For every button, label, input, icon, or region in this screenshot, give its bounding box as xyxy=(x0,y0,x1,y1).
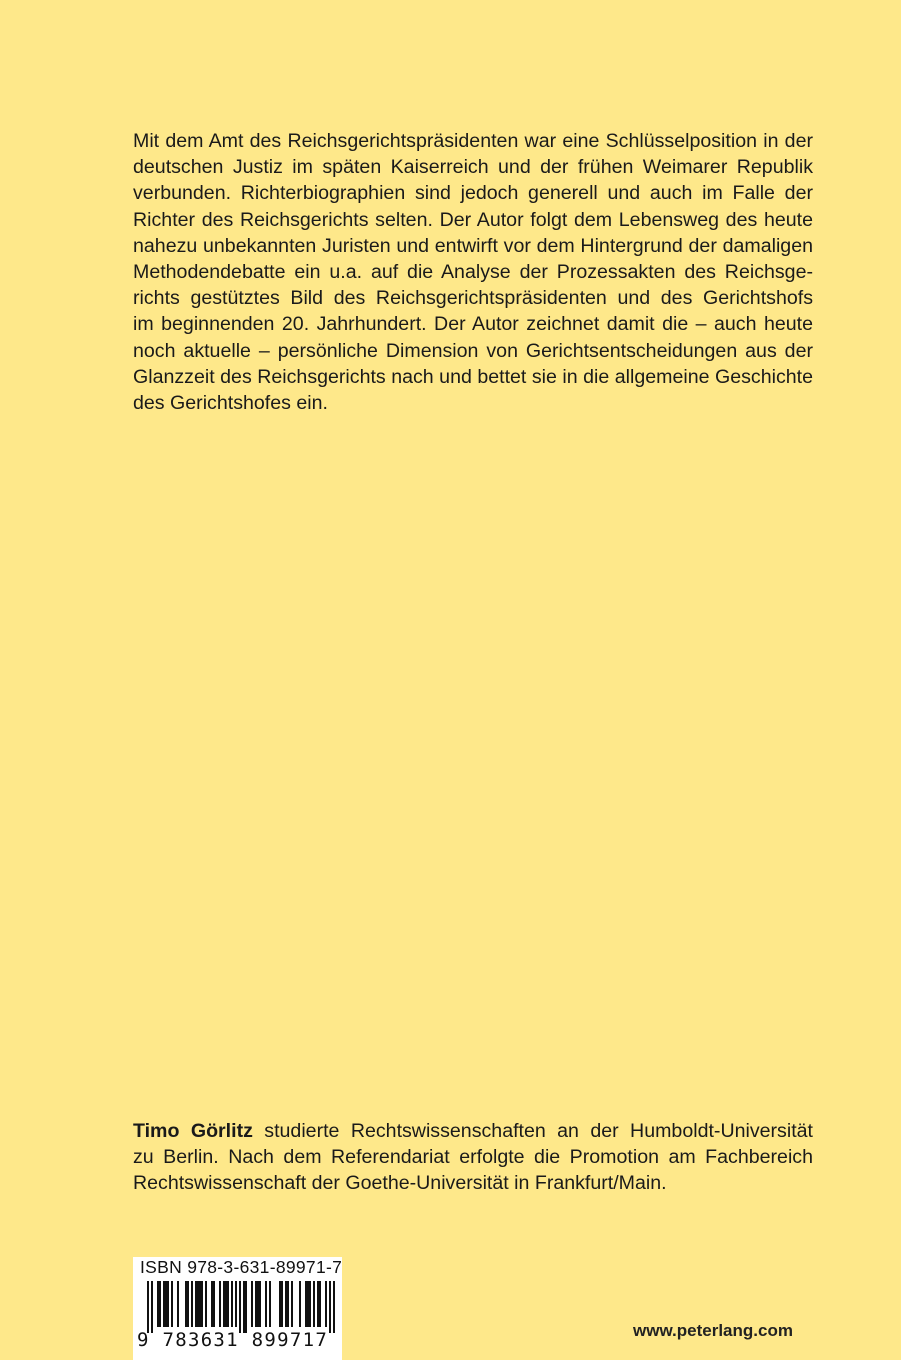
barcode-bar xyxy=(211,1281,215,1327)
author-bio-text: studierte Rechtswissenschaften an der Humboldt-Universität xyxy=(252,1120,813,1142)
barcode-bar xyxy=(251,1281,253,1327)
barcode-bar xyxy=(147,1281,149,1333)
isbn-barcode xyxy=(133,1257,342,1360)
barcode-bar xyxy=(171,1281,173,1327)
blurb-line: Richter des Reichsgerichts selten. Der Autor folgt dem Lebensweg des heute xyxy=(133,208,813,231)
barcode-bar xyxy=(239,1281,241,1333)
barcode-bar xyxy=(231,1281,233,1327)
barcode-bar xyxy=(195,1281,203,1327)
barcode-bar xyxy=(191,1281,193,1327)
barcode-bar xyxy=(333,1281,335,1333)
barcode-bars xyxy=(133,1281,342,1333)
barcode-bar xyxy=(185,1281,189,1327)
barcode-bar xyxy=(157,1281,161,1327)
barcode-bar xyxy=(313,1281,315,1327)
barcode-bar xyxy=(205,1281,207,1327)
barcode-bar xyxy=(177,1281,179,1327)
barcode-bar xyxy=(235,1281,237,1327)
blurb-line: noch aktuelle – persönliche Dimension von Gerichtsentscheidungen aus der xyxy=(133,339,813,362)
barcode-bar xyxy=(255,1281,261,1327)
barcode-bar xyxy=(285,1281,289,1327)
barcode-bar xyxy=(243,1281,247,1333)
barcode-bar xyxy=(305,1281,311,1327)
barcode-bar xyxy=(317,1281,321,1327)
author-bio-line xyxy=(133,1118,813,1144)
barcode-bar xyxy=(163,1281,169,1327)
barcode-bar xyxy=(151,1281,153,1333)
blurb-line: richts gestütztes Bild des Reichsgerichtspräsidenten und des Gerichtshofs xyxy=(133,287,813,310)
blurb-line: Glanzzeit des Reichsgerichts nach und bettet sie in die allgemeine Geschichte xyxy=(133,365,813,388)
barcode-bar xyxy=(325,1281,327,1327)
barcode-bar xyxy=(329,1281,331,1333)
barcode-bar xyxy=(269,1281,271,1327)
publisher-website: www.peterlang.com xyxy=(633,1321,793,1340)
barcode-digits: 9 783631 899717 xyxy=(137,1329,329,1351)
back-cover-blurb xyxy=(133,128,813,416)
author-bio-line: Rechtswissenschaft der Goethe-Universität in Frankfurt/Main. xyxy=(133,1172,667,1195)
blurb-line: nahezu unbekannten Juristen und entwirft vor dem Hintergrund der damaligen xyxy=(133,234,813,257)
barcode-bar xyxy=(219,1281,221,1327)
barcode-bar xyxy=(223,1281,229,1327)
blurb-line: im beginnenden 20. Jahrhundert. Der Autor zeichnet damit die – auch heute xyxy=(133,313,813,336)
isbn-label: ISBN 978-3-631-89971-7 xyxy=(140,1257,343,1277)
blurb-line: deutschen Justiz im späten Kaiserreich und der frühen Weimarer Republik xyxy=(133,156,813,179)
barcode-bar xyxy=(291,1281,293,1327)
barcode-bar xyxy=(279,1281,283,1327)
blurb-line: Methodendebatte ein u.a. auf die Analyse der Prozessakten des Reichsge- xyxy=(133,261,813,284)
author-bio xyxy=(133,1118,813,1197)
blurb-line: verbunden. Richterbiographien sind jedoch generell und auch im Falle der xyxy=(133,182,813,205)
author-name: Timo Görlitz xyxy=(133,1120,253,1142)
blurb-line: Mit dem Amt des Reichsgerichtspräsidenten war eine Schlüsselposition in der xyxy=(133,130,813,152)
barcode-bar xyxy=(265,1281,267,1327)
barcode-bar xyxy=(299,1281,301,1327)
author-bio-line: zu Berlin. Nach dem Referendariat erfolgte die Promotion am Fachbereich xyxy=(133,1146,813,1169)
blurb-line: des Gerichtshofes ein. xyxy=(133,392,328,415)
